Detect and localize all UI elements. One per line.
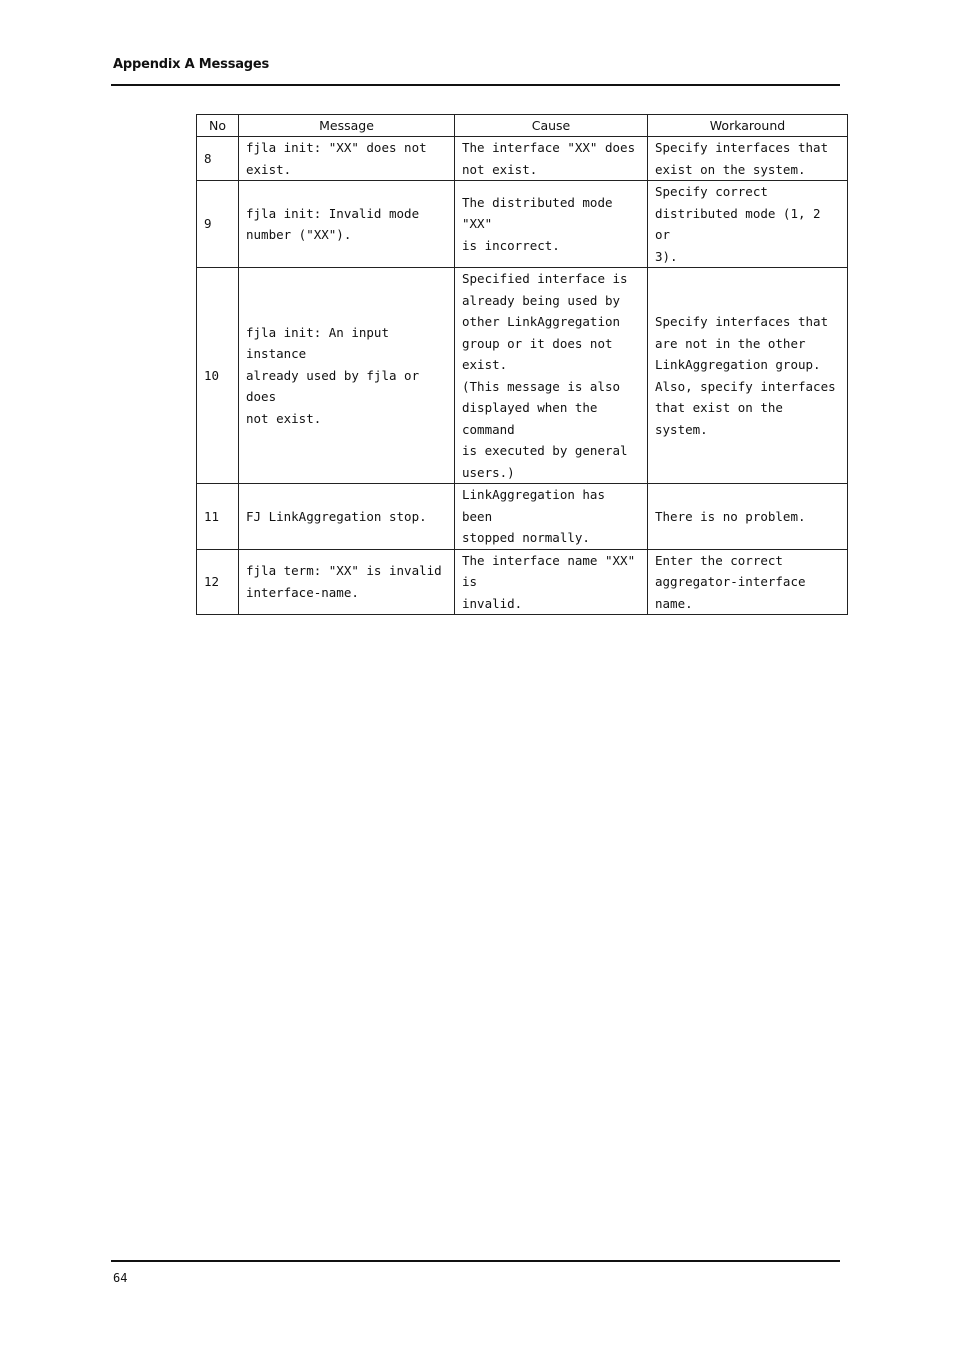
row-number: 9	[197, 181, 239, 268]
message-text: fjla init: Invalid mode number ("XX").	[246, 205, 420, 242]
message-text: fjla init: An input instance already used by fjla or does not exist.	[246, 324, 420, 426]
cause-text: The interface name "XX" is invalid.	[462, 552, 636, 611]
column-header-workaround: Workaround	[648, 115, 848, 137]
column-header-no: No	[197, 115, 239, 137]
column-header-message: Message	[239, 115, 455, 137]
row-number: 12	[197, 549, 239, 615]
message-text: fjla init: "XX" does not exist.	[246, 140, 427, 177]
table-row	[197, 549, 848, 615]
cause-text: The distributed mode "XX" is incorrect.	[462, 194, 613, 253]
workaround-text: Specify correct distributed mode (1, 2 or 3).	[655, 184, 821, 264]
message-text: FJ LinkAggregation stop.	[246, 508, 427, 524]
cause-text: LinkAggregation has been stopped normally.	[462, 487, 605, 545]
table-row	[197, 137, 848, 181]
message-cell	[239, 549, 455, 615]
row-number: 11	[197, 484, 239, 550]
table-row	[197, 484, 848, 550]
workaround-cell	[648, 549, 848, 615]
column-header-cause: Cause	[455, 115, 648, 137]
cause-text: Specified interface is already being used by other LinkAggregation group or it does not exist. (This message is also displayed when the command is executed by general users.)	[462, 271, 628, 480]
workaround-cell	[648, 137, 848, 181]
message-cell	[239, 484, 455, 550]
cause-cell	[455, 181, 648, 268]
message-cell	[239, 137, 455, 181]
workaround-text: Enter the correct aggregator-interface name.	[655, 552, 806, 611]
message-cell	[239, 268, 455, 484]
table-row	[197, 181, 848, 268]
table-row	[197, 268, 848, 484]
cause-cell	[455, 484, 648, 550]
cause-cell	[455, 137, 648, 181]
row-number: 8	[197, 137, 239, 181]
message-text: fjla term: "XX" is invalid interface-name.	[246, 563, 442, 600]
workaround-cell	[648, 181, 848, 268]
cause-text: The interface "XX" does not exist.	[462, 140, 636, 177]
workaround-cell	[648, 484, 848, 550]
workaround-text: Specify interfaces that exist on the system.	[655, 140, 829, 177]
page-header-title: Appendix A Messages	[113, 57, 270, 72]
page-number: 64	[113, 1271, 128, 1285]
header-divider	[111, 84, 840, 86]
workaround-text: Specify interfaces that are not in the other LinkAggregation group. Also, specify interfaces that exist on the system.	[655, 314, 836, 437]
workaround-text: There is no problem.	[655, 508, 806, 524]
cause-cell	[455, 549, 648, 615]
message-cell	[239, 181, 455, 268]
footer-divider	[111, 1260, 840, 1262]
row-number: 10	[197, 268, 239, 484]
table-header-row	[197, 115, 848, 137]
messages-table	[196, 114, 848, 615]
cause-cell	[455, 268, 648, 484]
workaround-cell	[648, 268, 848, 484]
